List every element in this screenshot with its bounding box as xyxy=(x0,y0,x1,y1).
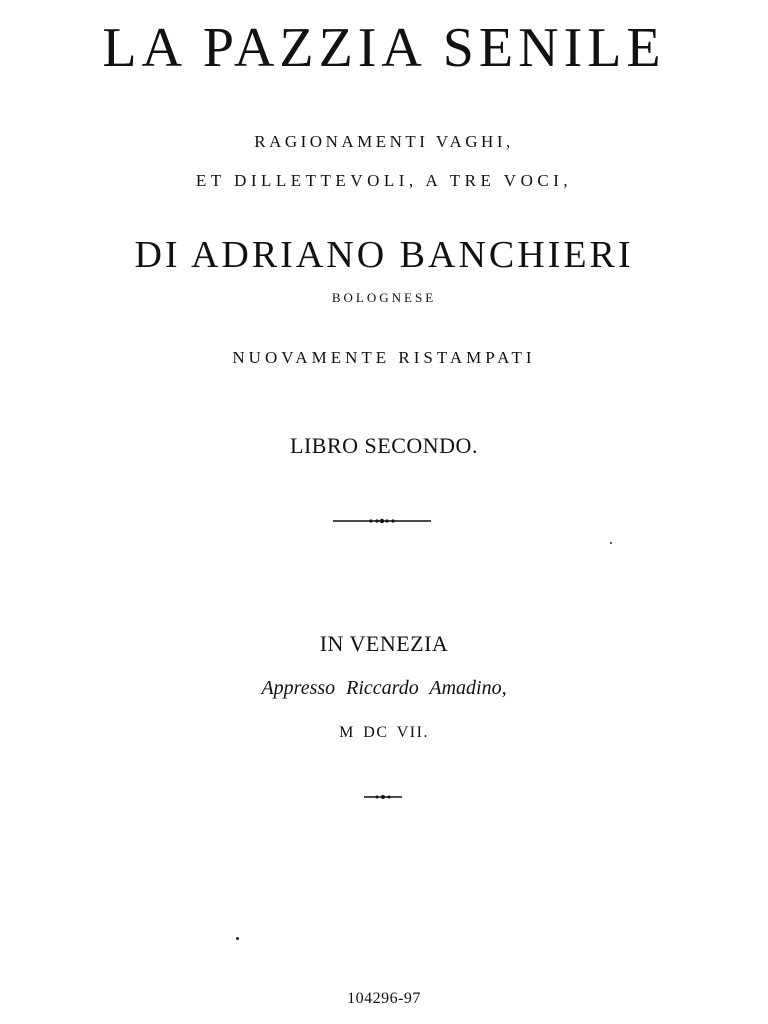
print-speck xyxy=(610,542,612,544)
imprint-date: M DC VII. xyxy=(339,724,429,741)
imprint-place: IN VENEZIA xyxy=(319,631,449,656)
print-speck xyxy=(236,937,239,940)
reprint-note: NUOVAMENTE RISTAMPATI xyxy=(232,348,536,367)
book-volume: LIBRO SECONDO. xyxy=(290,433,478,458)
subtitle-line-2: ET DILLETTEVOLI, A TRE VOCI, xyxy=(195,171,573,190)
ornament-rule-long xyxy=(333,516,431,526)
catalog-number: 104296-97 xyxy=(347,990,421,1007)
ornament-rule-short xyxy=(364,792,402,802)
book-title: LA PAZZIA SENILE xyxy=(102,17,666,79)
author-line: DI ADRIANO BANCHIERI xyxy=(134,234,634,276)
imprint-publisher: Appresso Riccardo Amadino, xyxy=(261,677,507,699)
subtitle-line-1: RAGIONAMENTI VAGHI, xyxy=(254,132,514,151)
author-origin: BOLOGNESE xyxy=(331,290,437,305)
